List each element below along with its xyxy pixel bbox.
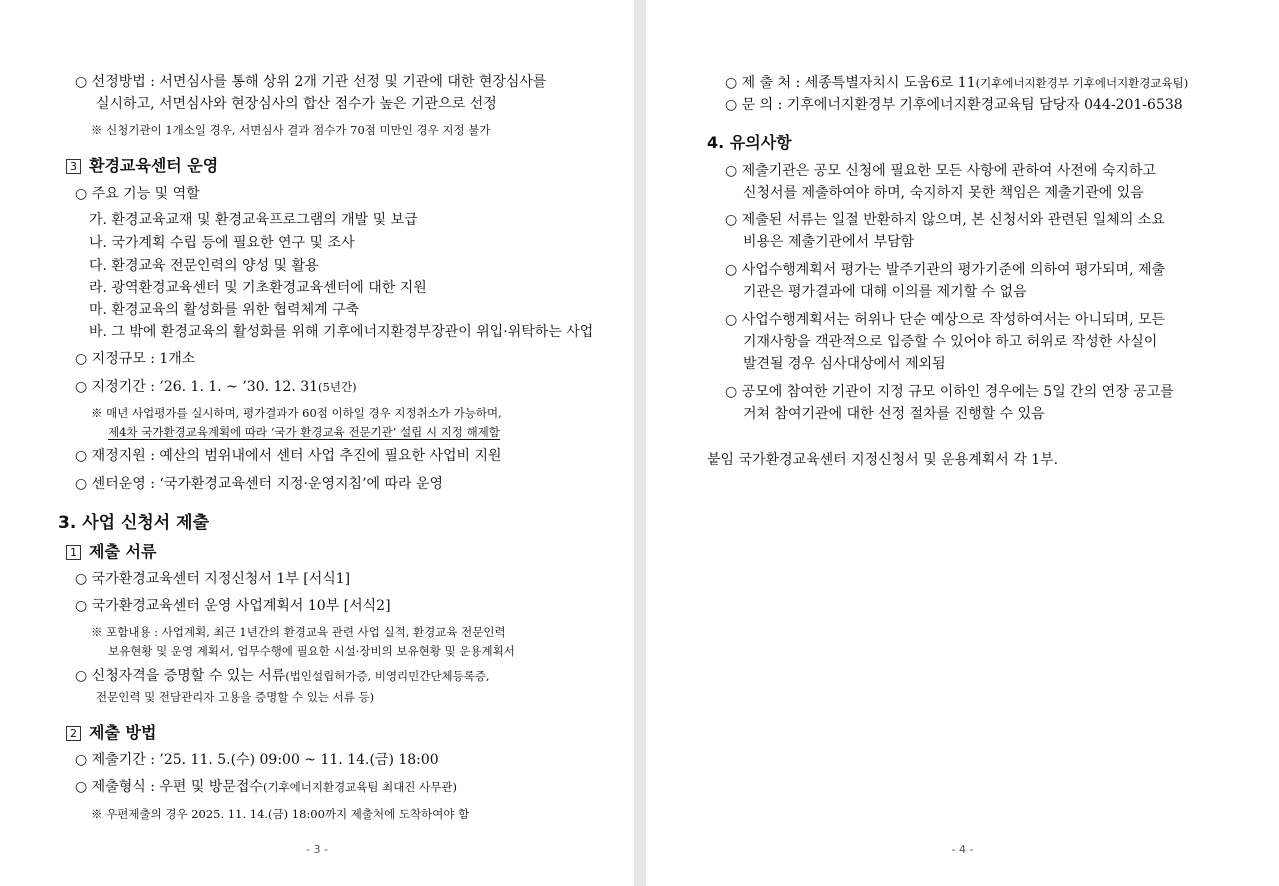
page-number-4: - 4 -: [951, 843, 974, 856]
function-item-ga: 가. 환경교육교재 및 환경교육프로그램의 개발 및 보급: [89, 212, 418, 228]
subsection-3-heading: [66, 156, 218, 176]
main-functions-line: ○ 주요 기능 및 역할: [75, 186, 200, 202]
notice-5-line-1: ○ 공모에 참여한 기관이 지정 규모 이하인 경우에는 5일 간의 연장 공고를: [725, 384, 1174, 400]
center-operation-line: ○ 센터운영 : ‘국가환경교육센터 지정·운영지침’에 따라 운영: [75, 476, 444, 492]
section-3-heading: 3. 사업 신청서 제출: [58, 513, 209, 533]
subsection-3-title: 환경교육센터 운영: [89, 156, 219, 175]
required-doc-application: ○ 국가환경교육센터 지정신청서 1부 [서식1]: [75, 571, 351, 587]
notice-4-line-1: ○ 사업수행계획서는 허위나 단순 예상으로 작성하여서는 아니되며, 모든: [725, 312, 1166, 328]
selection-note: ※ 신청기관이 1개소일 경우, 서면심사 결과 점수가 70점 미만인 경우 지정 불가: [91, 123, 491, 137]
notice-1-line-1: ○ 제출기관은 공모 신청에 필요한 모든 사항에 관하여 사전에 숙지하고: [725, 163, 1156, 179]
qualification-docs-line-1: ○ 신청자격을 증명할 수 있는 서류(법인설립허가증, 비영리민간단체등록증,: [75, 668, 490, 684]
subsection-1-heading: [66, 542, 156, 562]
attachment-line: 붙임 국가환경교육센터 지정신청서 및 운용계획서 각 1부.: [707, 452, 1059, 468]
function-item-na: 나. 국가계획 수립 등에 필요한 연구 및 조사: [89, 235, 355, 251]
function-item-ra: 라. 광역환경교육센터 및 기초환경교육센터에 대한 지원: [89, 280, 427, 296]
selection-method-line-1: ○ 선정방법 : 서면심사를 통해 상위 2개 기관 선정 및 기관에 대한 현장심사를: [75, 74, 547, 90]
function-item-ma: 마. 환경교육의 활성화를 위한 협력체계 구축: [89, 302, 360, 318]
document-page-3: [0, 0, 634, 886]
notice-4-line-3: 발견될 경우 심사대상에서 제외됨: [743, 356, 946, 372]
mail-submission-note: ※ 우편제출의 경우 2025. 11. 14.(금) 18:00까지 제출처에 도착하여야 함: [91, 807, 470, 821]
subsection-2-title: 제출 방법: [89, 723, 157, 742]
notice-5-line-2: 거쳐 참여기관에 대한 선정 절차를 진행할 수 있음: [743, 406, 1045, 422]
subsection-2-heading: [66, 723, 156, 743]
subsection-number-box: 2: [66, 726, 81, 741]
designation-period-line: ○ 지정기간 : ’26. 1. 1. ~ ’30. 12. 31(5년간): [75, 379, 357, 395]
evaluation-note-line-1: ※ 매년 사업평가를 실시하며, 평가결과가 60점 이하일 경우 지정취소가 가능하며,: [91, 406, 502, 420]
notice-1-line-2: 신청서를 제출하여야 하며, 숙지하지 못한 책임은 제출기관에 있음: [743, 185, 1144, 201]
submission-format-line: ○ 제출형식 : 우편 및 방문접수(기후에너지환경교육팀 최대진 사무관): [75, 779, 457, 795]
required-doc-business-plan: ○ 국가환경교육센터 운영 사업계획서 10부 [서식2]: [75, 598, 391, 614]
document-page-4: [646, 0, 1279, 886]
function-item-da: 다. 환경교육 전문인력의 양성 및 활용: [89, 258, 319, 274]
subsection-number-box: 3: [66, 159, 81, 174]
page-number-3: - 3 -: [306, 843, 328, 856]
notice-3-line-2: 기관은 평가결과에 대해 이의를 제기할 수 없음: [743, 284, 1027, 300]
included-contents-line-1: ※ 포함내용 : 사업계획, 최근 1년간의 환경교육 관련 사업 실적, 환경교육 전문인력: [91, 625, 506, 639]
financial-support-line: ○ 재정지원 : 예산의 범위내에서 센터 사업 추진에 필요한 사업비 지원: [75, 448, 502, 464]
submission-address-line: ○ 제 출 처 : 세종특별자치시 도움6로 11(기후에너지환경부 기후에너지환경교육팀): [725, 75, 1189, 91]
notice-2-line-2: 비용은 제출기관에서 부담함: [743, 234, 915, 250]
designation-scale-line: ○ 지정규모 : 1개소: [75, 351, 196, 367]
notice-3-line-1: ○ 사업수행계획서 평가는 발주기관의 평가기준에 의하여 평가되며, 제출: [725, 262, 1166, 278]
notice-4-line-2: 기재사항을 객관적으로 입증할 수 있어야 하고 허위로 작성한 사실이: [743, 334, 1158, 350]
subsection-number-box: 1: [66, 545, 81, 560]
submission-period-line: ○ 제출기간 : ’25. 11. 5.(수) 09:00 ~ 11. 14.(금) 18:00: [75, 752, 439, 768]
section-4-heading: 4. 유의사항: [707, 133, 792, 152]
evaluation-note-line-2: 제4차 국가환경교육계획에 따라 ‘국가 환경교육 전문기관’ 설립 시 지정 해제함: [108, 425, 500, 439]
notice-2-line-1: ○ 제출된 서류는 일절 반환하지 않으며, 본 신청서와 관련된 일체의 소요: [725, 212, 1165, 228]
subsection-1-title: 제출 서류: [89, 542, 157, 561]
inquiry-line: ○ 문 의 : 기후에너지환경부 기후에너지환경교육팀 담당자 044-201-6538: [725, 97, 1183, 113]
function-item-ba: 바. 그 밖에 환경교육의 활성화를 위해 기후에너지환경부장관이 위입·위탁하는 사업: [89, 324, 594, 340]
included-contents-line-2: 보유현황 및 운영 계획서, 업무수행에 필요한 시설·장비의 보유현황 및 운용계획서: [108, 644, 515, 658]
selection-method-line-2: 실시하고, 서면심사와 현장심사의 합산 점수가 높은 기관으로 선정: [96, 96, 497, 112]
qualification-docs-line-2: 전문인력 및 전담관리자 고용을 증명할 수 있는 서류 등): [96, 690, 375, 704]
